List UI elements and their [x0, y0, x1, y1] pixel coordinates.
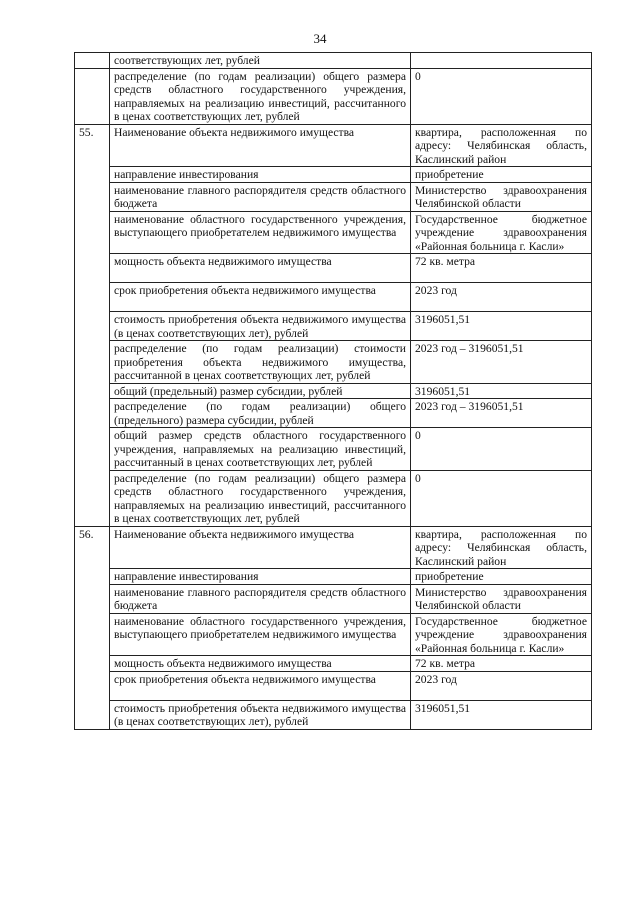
row-label: мощность объекта недвижимого имущества	[110, 656, 411, 672]
row-number-cell	[75, 53, 110, 69]
row-label: срок приобретения объекта недвижимого имущества	[110, 671, 411, 700]
row-label: распределение (по годам реализации) стоимости приобретения объекта недвижимого имущества, рассчитанной в ценах соответствующих лет, рублей	[110, 341, 411, 384]
row-value: 2023 год	[411, 671, 592, 700]
row-value: 0	[411, 68, 592, 124]
row-label: наименование областного государственного учреждения, выступающего приобретателем недвижимого имущества	[110, 613, 411, 656]
row-value: Государственное бюджетное учреждение здравоохранения «Районная больница г. Касли»	[411, 211, 592, 254]
table-row	[75, 167, 592, 183]
table-row	[75, 312, 592, 341]
table-row	[75, 53, 592, 69]
table-row	[75, 124, 592, 167]
row-label: наименование главного распорядителя средств областного бюджета	[110, 584, 411, 613]
row-label: распределение (по годам реализации) общего (предельного) размера субсидии, рублей	[110, 399, 411, 428]
row-label: общий (предельный) размер субсидии, рублей	[110, 383, 411, 399]
row-label: наименование областного государственного учреждения, выступающего приобретателем недвижимого имущества	[110, 211, 411, 254]
table-row	[75, 584, 592, 613]
table-row	[75, 383, 592, 399]
table-row	[75, 613, 592, 656]
entry-number: 56.	[75, 526, 110, 729]
row-label: направление инвестирования	[110, 167, 411, 183]
table-row	[75, 428, 592, 471]
table-row	[75, 569, 592, 585]
row-value: приобретение	[411, 167, 592, 183]
row-label: Наименование объекта недвижимого имущества	[110, 526, 411, 569]
row-value: 72 кв. метра	[411, 656, 592, 672]
table-row	[75, 656, 592, 672]
row-label: распределение (по годам реализации) общего размера средств областного государственного учреждения, направляемых на реализацию инвестиций, рассчитанного в ценах соответствующих лет, рублей	[110, 470, 411, 526]
row-number-cell	[75, 68, 110, 124]
row-label: направление инвестирования	[110, 569, 411, 585]
row-value: Министерство здравоохранения Челябинской области	[411, 584, 592, 613]
row-label: общий размер средств областного государственного учреждения, направляемых на реализацию инвестиций, рассчитанный в ценах соответствующих лет, рублей	[110, 428, 411, 471]
row-value: 72 кв. метра	[411, 254, 592, 283]
row-value: 2023 год – 3196051,51	[411, 341, 592, 384]
table-row	[75, 68, 592, 124]
table-row	[75, 671, 592, 700]
table-row	[75, 470, 592, 526]
table-row	[75, 526, 592, 569]
row-value: 2023 год – 3196051,51	[411, 399, 592, 428]
row-value: Государственное бюджетное учреждение здравоохранения «Районная больница г. Касли»	[411, 613, 592, 656]
row-label: наименование главного распорядителя средств областного бюджета	[110, 182, 411, 211]
entry-number: 55.	[75, 124, 110, 526]
row-value: квартира, расположенная по адресу: Челябинская область, Каслинский район	[411, 526, 592, 569]
table-row	[75, 283, 592, 312]
row-label: Наименование объекта недвижимого имущества	[110, 124, 411, 167]
row-value: 3196051,51	[411, 700, 592, 729]
row-value: 2023 год	[411, 283, 592, 312]
table-row	[75, 182, 592, 211]
row-label: мощность объекта недвижимого имущества	[110, 254, 411, 283]
row-label: стоимость приобретения объекта недвижимого имущества (в ценах соответствующих лет), рублей	[110, 312, 411, 341]
row-label: соответствующих лет, рублей	[110, 53, 411, 69]
row-value: приобретение	[411, 569, 592, 585]
row-value: 0	[411, 428, 592, 471]
row-label: стоимость приобретения объекта недвижимого имущества (в ценах соответствующих лет), рублей	[110, 700, 411, 729]
row-value: 0	[411, 470, 592, 526]
table-row	[75, 399, 592, 428]
page-number: 34	[313, 31, 327, 46]
row-label: срок приобретения объекта недвижимого имущества	[110, 283, 411, 312]
investment-table	[74, 52, 592, 730]
row-value: квартира, расположенная по адресу: Челябинская область, Каслинский район	[411, 124, 592, 167]
table-row	[75, 700, 592, 729]
row-value	[411, 53, 592, 69]
table-row	[75, 341, 592, 384]
row-label: распределение (по годам реализации) общего размера средств областного государственного учреждения, направляемых на реализацию инвестиций, рассчитанного в ценах соответствующих лет, рублей	[110, 68, 411, 124]
row-value: Министерство здравоохранения Челябинской области	[411, 182, 592, 211]
row-value: 3196051,51	[411, 383, 592, 399]
table-row	[75, 211, 592, 254]
row-value: 3196051,51	[411, 312, 592, 341]
table-row	[75, 254, 592, 283]
